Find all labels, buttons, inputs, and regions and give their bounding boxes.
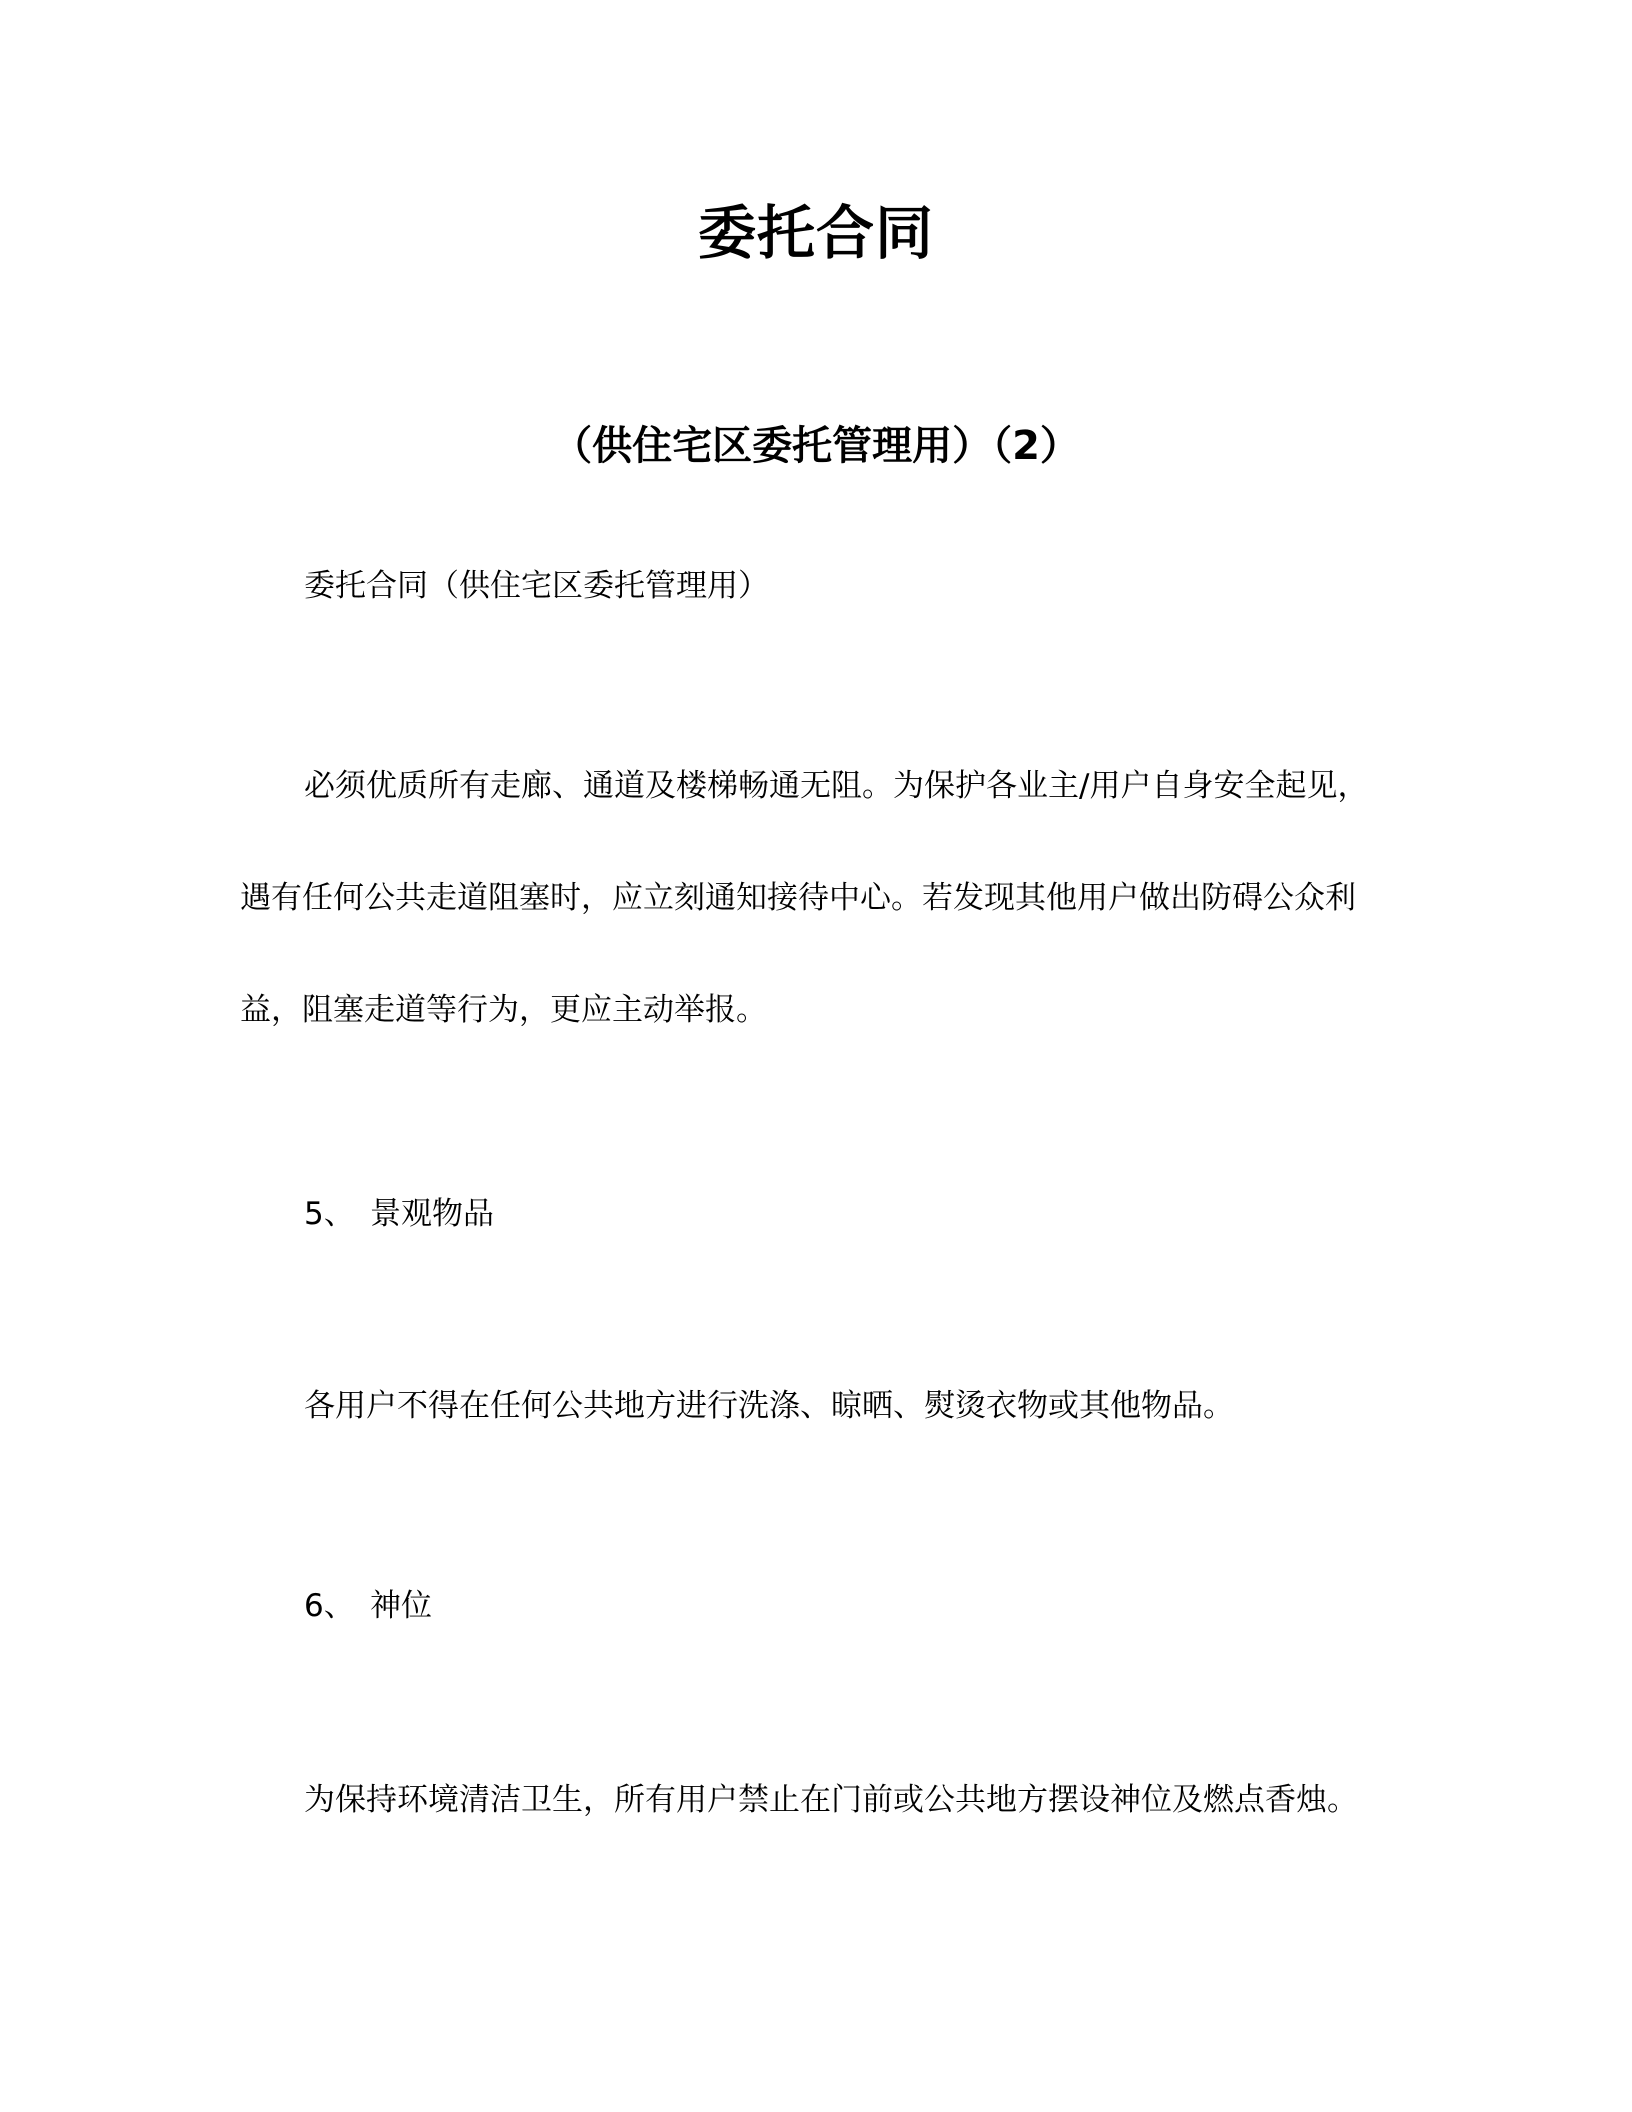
section-6-body: 为保持环境清洁卫生，所有用户禁止在门前或公共地方摆设神位及燃点香烛。: [304, 1782, 1358, 1818]
section-5-body: 各用户不得在任何公共地方进行洗涤、晾晒、熨烫衣物或其他物品。: [304, 1388, 1234, 1424]
section-6-heading: [304, 1584, 432, 1628]
paragraph-1-line-3: 益，阻塞走道等行为，更应主动举报。: [240, 992, 767, 1028]
section-5-heading: [304, 1192, 494, 1236]
section-5-number: 5、: [304, 1196, 355, 1232]
paragraph-1-line-2: 遇有任何公共走道阻塞时，应立刻通知接待中心。若发现其他用户做出防碍公众利: [240, 880, 1356, 916]
header-line: 委托合同（供住宅区委托管理用）: [304, 568, 769, 604]
document-title: 委托合同: [697, 199, 934, 267]
paragraph-1-line-1: 必须优质所有走廊、通道及楼梯畅通无阻。为保护各业主/用户自身安全起见，: [304, 768, 1369, 804]
section-6-title: 神位: [370, 1588, 432, 1624]
section-6-number: 6、: [304, 1588, 355, 1624]
document-subtitle: （供住宅区委托管理用）（2）: [552, 423, 1080, 469]
section-5-title: 景观物品: [370, 1196, 494, 1232]
